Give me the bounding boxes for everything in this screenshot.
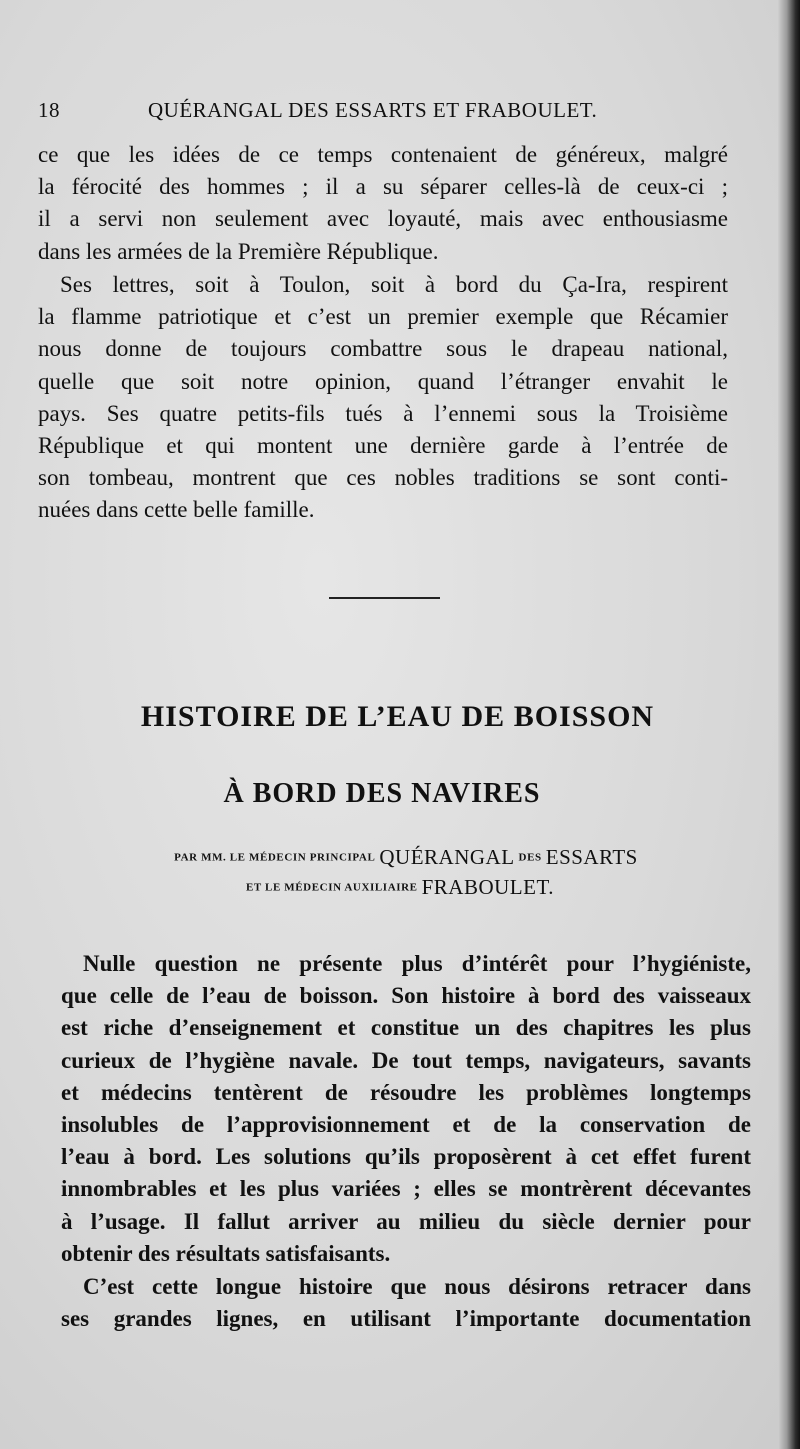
text-line: pays. Ses quatre petits-fils tués à l’ennemi sous la Troisième (38, 400, 728, 426)
author-name: ESSARTS (545, 845, 638, 869)
text-line: à l’usage. Il fallut arriver au milieu du siècle dernier pour (61, 1208, 751, 1234)
text-line: et médecins tentèrent de résoudre les problèmes longtemps (61, 1079, 751, 1105)
paragraph-2 (38, 269, 728, 527)
text-line: curieux de l’hygiène navale. De tout temps, navigateurs, savants (61, 1047, 751, 1073)
byline-role: ET LE MÉDECIN AUXILIAIRE (246, 881, 418, 894)
text-line: quelle que soit notre opinion, quand l’étranger envahit le (38, 368, 728, 394)
text-line: que celle de l’eau de boisson. Son histoire à bord des vaisseaux (61, 983, 751, 1009)
text-line: obtenir des résultats satisfaisants. (61, 1240, 391, 1266)
text-line: la flamme patriotique et c’est un premier exemple que Récamier (38, 304, 728, 330)
article-title (0, 700, 800, 734)
byline-line-2 (0, 875, 800, 900)
text-line: dans les armées de la Première République. (38, 238, 439, 264)
text-line: Nulle question ne présente plus d’intérêt pour l’hygiéniste, (83, 951, 751, 976)
section-divider (329, 597, 440, 599)
text-line: insolubles de l’approvisionnement et de la conservation de (61, 1112, 751, 1138)
text-line: nous donne de toujours combattre sous le drapeau national, (38, 336, 728, 362)
byline-role: PAR MM. LE MÉDECIN PRINCIPAL (174, 851, 376, 864)
text-line: innombrables et les plus variées ; elles se montrèrent décevantes (61, 1176, 751, 1202)
article-title-line-2: À BORD DES NAVIRES (223, 778, 541, 809)
page-number: 18 (38, 98, 60, 122)
paragraph-4 (61, 1271, 751, 1335)
text-line: la férocité des hommes ; il a su séparer celles-là de ceux-ci ; (38, 174, 728, 200)
text-line: l’eau à bord. Les solutions qu’ils proposèrent à cet effet furent (61, 1144, 751, 1170)
text-line: ses grandes lignes, en utilisant l’importante documentation (61, 1306, 751, 1332)
text-line: est riche d’enseignement et constitue un des chapitres les plus (61, 1015, 751, 1041)
text-line: Ses lettres, soit à Toulon, soit à bord du Ça-Ira, respirent (60, 272, 728, 297)
byline-particle: DES (518, 851, 542, 864)
article-subtitle (0, 778, 800, 810)
text-line: ce que les idées de ce temps contenaient de généreux, malgré (38, 142, 728, 167)
text-line: son tombeau, montrent que ces nobles traditions se sont conti- (38, 465, 728, 491)
running-title: QUÉRANGAL DES ESSARTS ET FRABOULET. (148, 98, 598, 122)
byline-line-1 (0, 845, 800, 870)
author-name: QUÉRANGAL (379, 845, 515, 869)
paragraph-1 (38, 139, 728, 268)
author-name: FRABOULET. (421, 875, 554, 899)
text-line: République et qui montent une dernière garde à l’entrée de (38, 433, 728, 459)
paragraph-3 (61, 948, 751, 1270)
text-line: nuées dans cette belle famille. (38, 497, 315, 523)
text-line: il a servi non seulement avec loyauté, mais avec enthousiasme (38, 206, 728, 232)
article-title-line-1: HISTOIRE DE L’EAU DE BOISSON (140, 700, 655, 733)
text-line: C’est cette longue histoire que nous désirons retracer dans (83, 1274, 751, 1299)
